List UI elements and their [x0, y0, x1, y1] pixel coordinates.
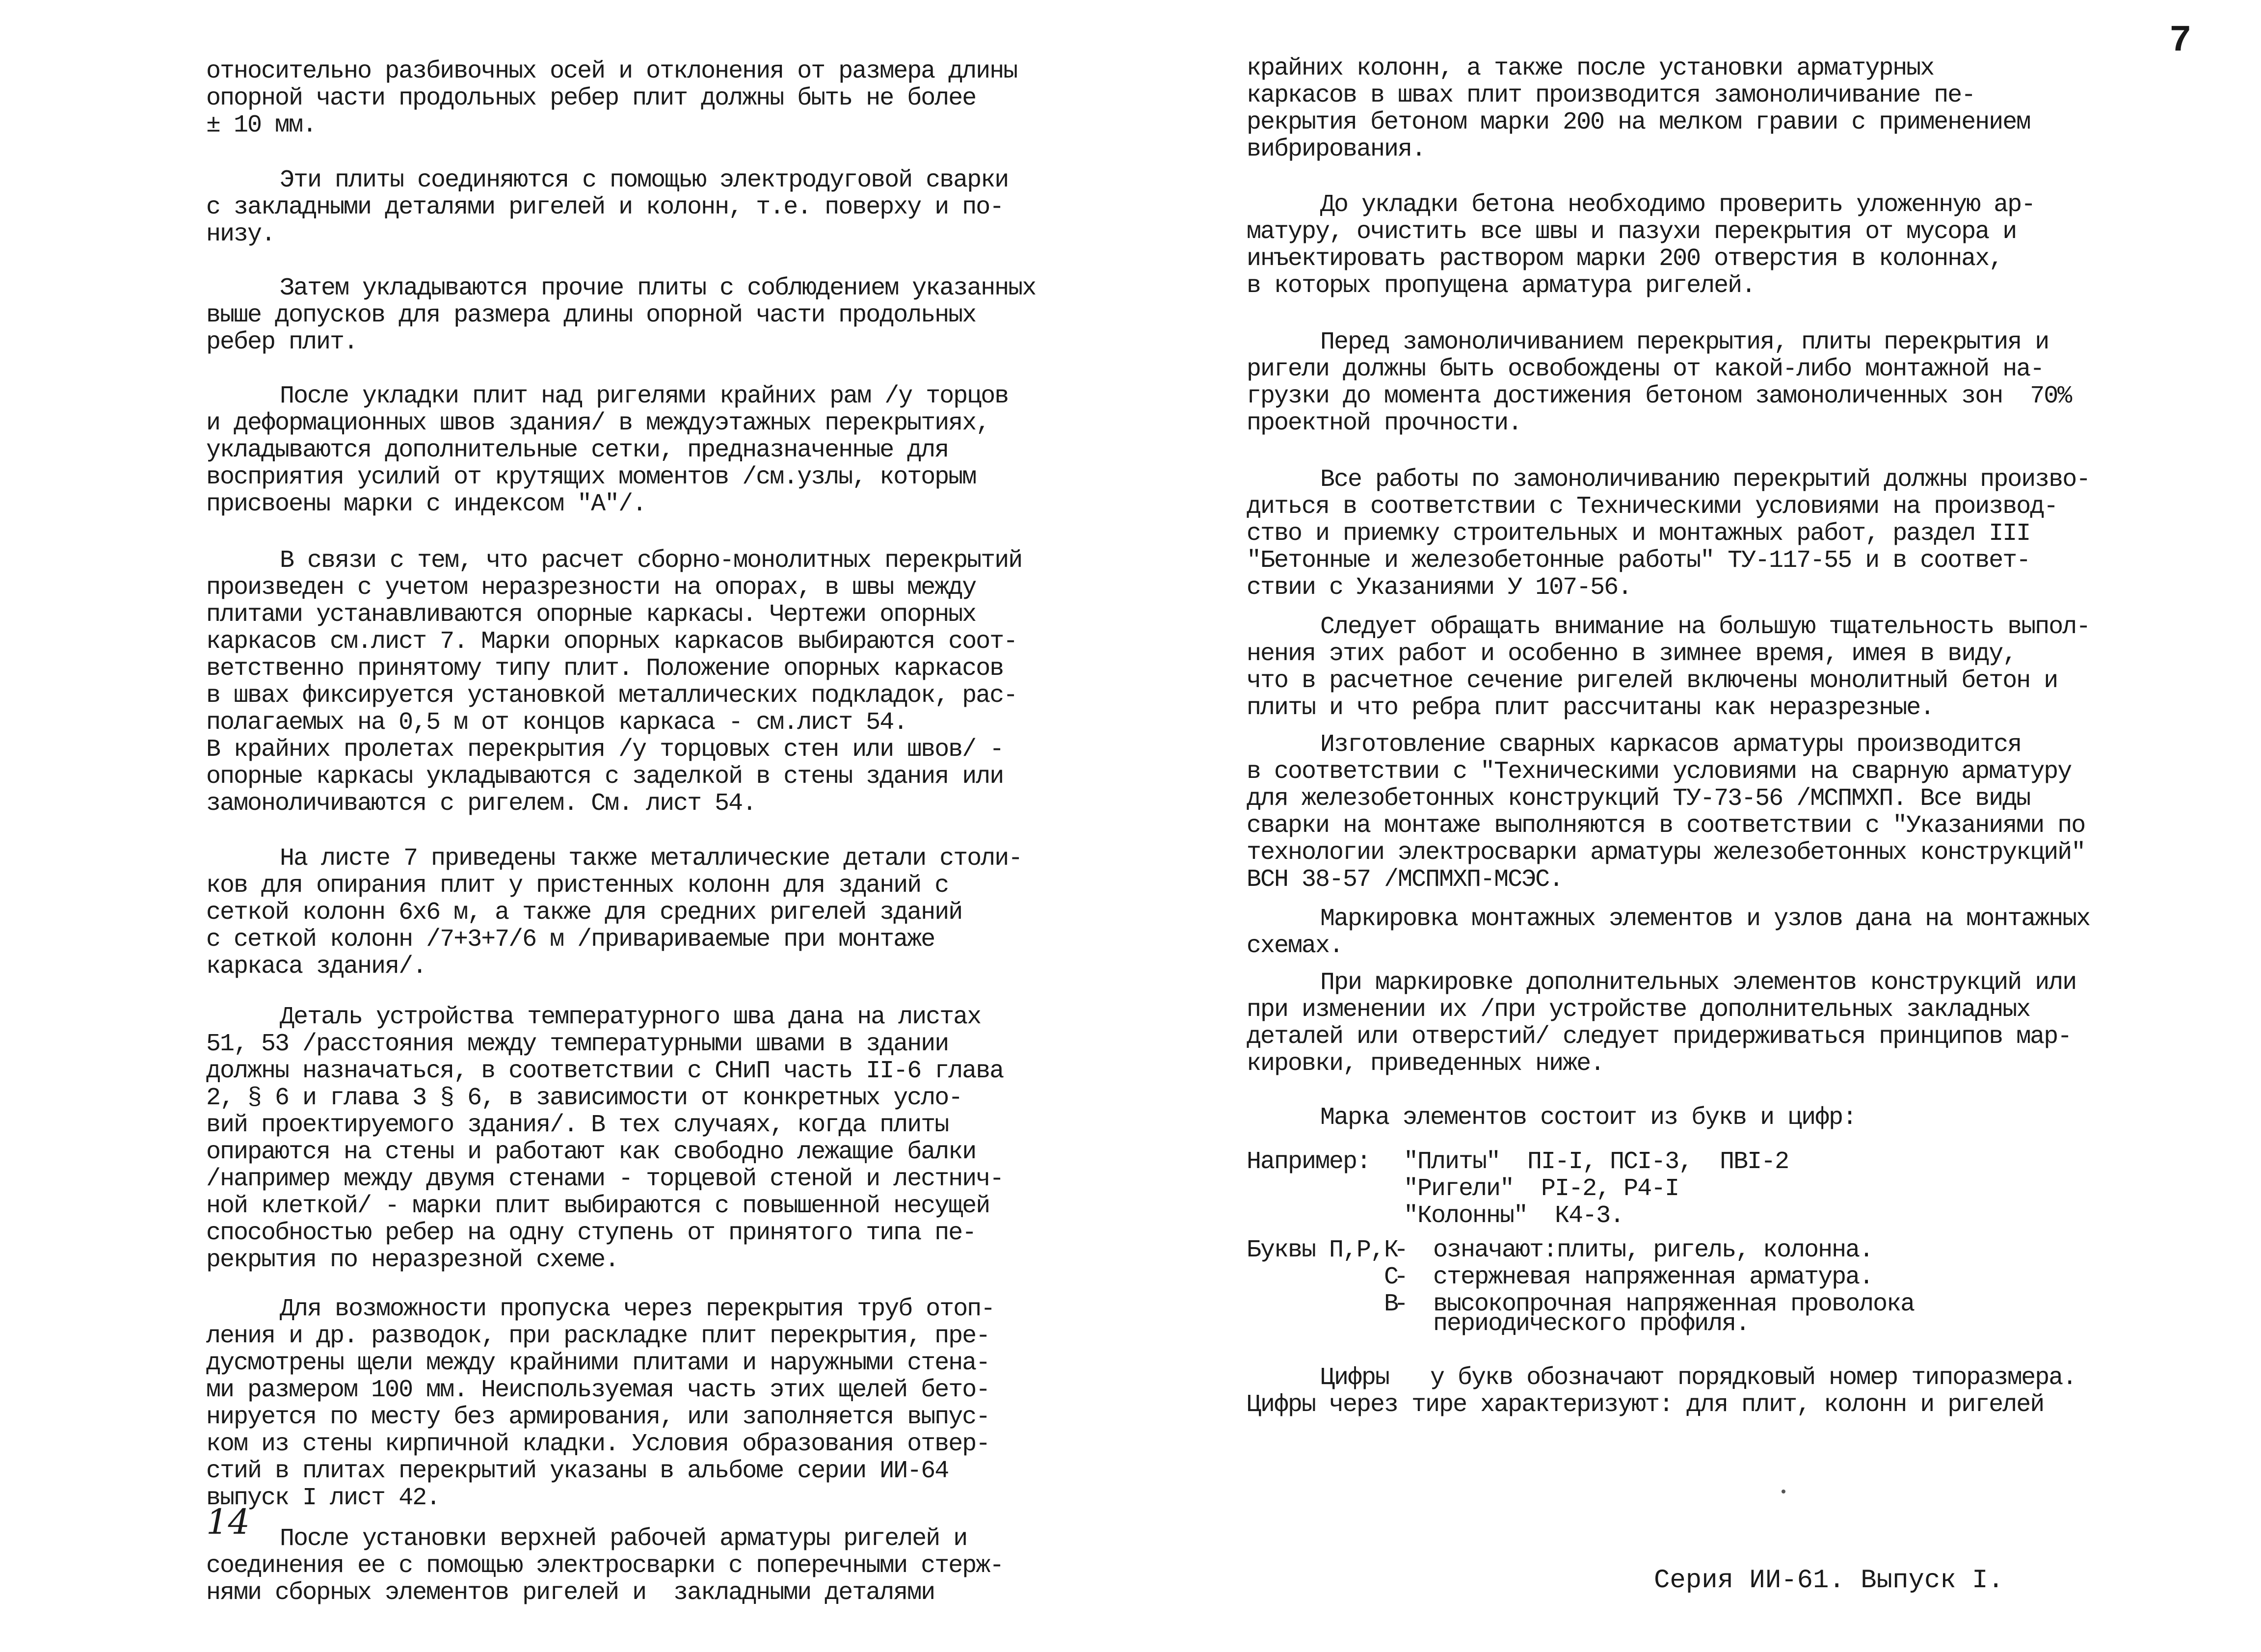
text-line: вибрирования.: [1247, 135, 1426, 163]
text-line: На листе 7 приведены также металлические детали столи-: [280, 845, 1022, 873]
text-line: Все работы по замоноличиванию перекрытий должны произво-: [1320, 466, 2090, 494]
text-line: в швах фиксируется установкой металлических подкладок, рас-: [206, 682, 1017, 710]
text-line: крайних колонн, а также после установки арматурных: [1247, 54, 1934, 82]
right-paragraph-2: [1247, 191, 2035, 300]
text-line: замоноличиваются с ригелем. См. лист 54.: [206, 790, 756, 818]
right-paragraph-5: [1247, 613, 2090, 722]
right-paragraph-1: [1247, 55, 2030, 163]
text-line: произведен с учетом неразрезности на опорах, в швы между: [206, 574, 976, 602]
text-line: Для возможности пропуска через перекрытия труб отоп-: [280, 1295, 995, 1323]
right-paragraph-9: [1320, 1104, 1856, 1131]
text-line: восприятия усилий от крутящих моментов /см.узлы, которым: [206, 463, 976, 491]
legend-key: В: [1384, 1290, 1398, 1318]
text-line: выпуск I лист 42.: [206, 1484, 440, 1512]
text-line: при изменении их /при устройстве дополнительных закладных: [1247, 996, 2030, 1024]
text-line: должны назначаться, в соответствии с СНиП часть II-6 глава: [206, 1057, 1004, 1085]
text-line: что в расчетное сечение ригелей включены монолитный бетон и: [1247, 667, 2058, 695]
example-line: "Плиты" ПI-I, ПСI-3, ПВI-2: [1404, 1148, 1789, 1176]
text-line: низу.: [206, 220, 275, 248]
text-line: При маркировке дополнительных элементов конструкций или: [1320, 969, 2076, 997]
left-paragraph-5: [206, 547, 1022, 818]
text-line: грузки до момента достижения бетоном замоноличенных зон 70%: [1247, 382, 2072, 410]
text-line: В крайних пролетах перекрытия /у торцовых стен или швов/ -: [206, 736, 1004, 764]
text-line: сварки на монтаже выполняются в соответствии с "Указаниями по: [1247, 812, 2085, 840]
text-line: соединения ее с помощью электросварки с поперечными стерж-: [206, 1552, 1004, 1580]
left-paragraph-4: [206, 382, 1009, 518]
text-line: проектной прочности.: [1247, 409, 1522, 437]
left-paragraph-9: [206, 1525, 1004, 1607]
text-line: и деформационных швов здания/ в междуэтажных перекрытиях,: [206, 409, 990, 437]
text-line: До укладки бетона необходимо проверить уложенную ар-: [1320, 191, 2035, 219]
text-line: Маркировка монтажных элементов и узлов дана на монтажных: [1320, 905, 2090, 933]
text-line: способностью ребер на одну ступень от принятого типа пе-: [206, 1219, 976, 1247]
text-line: После установки верхней рабочей арматуры ригелей и: [280, 1525, 967, 1553]
text-line: рекрытия по неразрезной схеме.: [206, 1246, 619, 1274]
text-line: технологии электросварки арматуры железобетонных конструкций": [1247, 839, 2085, 867]
text-line: Деталь устройства температурного шва дана на листах: [280, 1003, 981, 1031]
left-paragraph-6: [206, 845, 1022, 981]
legend-desc: периодического профиля.: [1433, 1310, 1750, 1338]
text-line: Цифры через тире характеризуют: для плит, колонн и ригелей: [1247, 1391, 2044, 1419]
text-line: каркасов см.лист 7. Марки опорных каркасов выбираются соот-: [206, 628, 1017, 656]
text-line: стий в плитах перекрытий указаны в альбоме серии ИИ-64: [206, 1457, 949, 1485]
text-line: сеткой колонн 6х6 м, а также для средних ригелей зданий: [206, 899, 962, 927]
text-line: ± 10 мм.: [206, 111, 317, 139]
text-line: ной клеткой/ - марки плит выбираются с повышенной несущей: [206, 1192, 990, 1220]
text-line: выше допусков для размера длины опорной части продольных: [206, 301, 976, 329]
text-line: с закладными деталями ригелей и колонн, т.е. поверху и по-: [206, 193, 1004, 221]
left-paragraph-2: [206, 166, 1009, 248]
text-line: 51, 53 /расстояния между температурными швами в здании: [206, 1030, 949, 1058]
example-line: "Ригели" PI-2, P4-I: [1404, 1175, 1679, 1203]
page-number: 7: [2169, 20, 2192, 62]
text-line: плиты и что ребра плит рассчитаны как неразрезные.: [1247, 694, 1934, 722]
right-paragraph-7: [1247, 905, 2090, 960]
text-line: с сеткой колонн /7+3+7/6 м /привариваемые при монтаже: [206, 926, 935, 954]
text-line: для железобетонных конструкций ТУ-73-56 /МСПМХП. Все виды: [1247, 785, 2030, 813]
text-line: 2, § 6 и глава 3 § 6, в зависимости от конкретных усло-: [206, 1084, 962, 1112]
legend-desc: высокопрочная напряженная проволока: [1433, 1290, 1915, 1318]
text-line: нения этих работ и особенно в зимнее время, имея в виду,: [1247, 640, 2017, 668]
text-line: вий проектируемого здания/. В тех случаях, когда плиты: [206, 1111, 949, 1139]
right-paragraph-4: [1247, 466, 2090, 602]
legend-desc: стержневая напряженная арматура.: [1433, 1263, 1873, 1291]
text-line: инъектировать раствором марки 200 отверстия в колоннах,: [1247, 245, 2003, 273]
text-line: Следует обращать внимание на большую тщательность выпол-: [1320, 613, 2090, 641]
left-paragraph-7: [206, 1003, 1004, 1274]
left-paragraph-1: [206, 58, 1017, 139]
text-line: ком из стены кирпичной кладки. Условия образования отвер-: [206, 1430, 990, 1458]
example-line: "Колонны" К4-3.: [1404, 1202, 1624, 1230]
stray-mark: [1782, 1490, 1785, 1493]
text-line: укладываются дополнительные сетки, предназначенные для: [206, 436, 949, 464]
text-line: матуру, очистить все швы и пазухи перекрытия от мусора и: [1247, 218, 2017, 246]
text-line: ребер плит.: [206, 328, 358, 356]
text-line: ков для опирания плит у пристенных колонн для зданий с: [206, 872, 949, 900]
right-paragraph-3: [1247, 328, 2072, 437]
right-paragraph-8: [1247, 969, 2076, 1078]
text-line: кировки, приведенных ниже.: [1247, 1050, 1604, 1078]
text-line: /например между двумя стенами - торцевой стеной и лестнич-: [206, 1165, 1004, 1193]
text-line: В связи с тем, что расчет сборно-монолитных перекрытий: [280, 547, 1022, 575]
text-line: схемах.: [1247, 932, 1343, 960]
text-line: ветственно принятому типу плит. Положение опорных каркасов: [206, 655, 1004, 683]
example-label: Например:: [1247, 1148, 1371, 1176]
right-paragraph-10: [1247, 1364, 2076, 1419]
legend-key: Буквы П,Р,К: [1247, 1236, 1398, 1264]
text-line: Цифры у букв обозначают порядковый номер типоразмера.: [1320, 1364, 2076, 1392]
handwritten-page-number: 14: [206, 1502, 250, 1542]
text-line: опорной части продольных ребер плит должны быть не более: [206, 84, 976, 112]
text-line: ВСН 38-57 /МСПМХП-МСЭС.: [1247, 866, 1563, 894]
text-line: ствии с Указаниями У 107-56.: [1247, 574, 1632, 602]
text-line: Эти плиты соединяются с помощью электродуговой сварки: [280, 166, 1009, 194]
text-line: деталей или отверстий/ следует придерживаться принципов мар-: [1247, 1023, 2072, 1051]
legend-key: С: [1384, 1263, 1398, 1291]
legend-dash: -: [1394, 1263, 1408, 1291]
text-line: опираются на стены и работают как свободно лежащие балки: [206, 1138, 976, 1166]
legend-dash: -: [1394, 1290, 1408, 1318]
text-line: каркаса здания/.: [206, 953, 426, 981]
text-line: рекрытия бетоном марки 200 на мелком гравии с применением: [1247, 108, 2030, 136]
text-line: ригели должны быть освобождены от какой-либо монтажной на-: [1247, 355, 2044, 383]
legend-desc: означают:плиты, ригель, колонна.: [1433, 1236, 1873, 1264]
left-paragraph-3: [206, 274, 1036, 356]
legend-dash: -: [1394, 1236, 1408, 1264]
text-line: каркасов в швах плит производится замоноличивание пе-: [1247, 81, 1975, 109]
text-line: Марка элементов состоит из букв и цифр:: [1320, 1104, 1857, 1132]
text-line: относительно разбивочных осей и отклонения от размера длины: [206, 57, 1017, 85]
text-line: дусмотрены щели между крайними плитами и наружными стена-: [206, 1349, 990, 1377]
text-line: Изготовление сварных каркасов арматуры производится: [1320, 731, 2022, 759]
text-line: диться в соответствии с Техническими условиями на производ-: [1247, 493, 2058, 521]
text-line: полагаемых на 0,5 м от концов каркаса - см.лист 54.: [206, 709, 907, 737]
text-line: ми размером 100 мм. Неиспользуемая часть этих щелей бето-: [206, 1376, 990, 1404]
text-line: присвоены марки с индексом "А"/.: [206, 490, 646, 518]
text-line: плитами устанавливаются опорные каркасы. Чертежи опорных: [206, 601, 976, 629]
right-paragraph-6: [1247, 731, 2085, 894]
text-line: "Бетонные и железобетонные работы" ТУ-117-55 и в соответ-: [1247, 547, 2030, 575]
text-line: ство и приемку строительных и монтажных работ, раздел III: [1247, 520, 2030, 548]
text-line: После укладки плит над ригелями крайних рам /у торцов: [280, 382, 1009, 410]
text-line: нями сборных элементов ригелей и закладными деталями: [206, 1579, 935, 1607]
text-line: Затем укладываются прочие плиты с соблюдением указанных: [280, 274, 1036, 302]
text-line: опорные каркасы укладываются с заделкой в стены здания или: [206, 763, 1004, 791]
text-line: нируется по месту без армирования, или заполняется выпус-: [206, 1403, 990, 1431]
text-line: в соответствии с "Техническими условиями на сварную арматуру: [1247, 758, 2072, 786]
left-paragraph-8: [206, 1295, 995, 1512]
text-line: в которых пропущена арматура ригелей.: [1247, 272, 1756, 300]
series-footer: Серия ИИ-61. Выпуск I.: [1654, 1566, 2004, 1596]
text-line: ления и др. разводок, при раскладке плит перекрытия, пре-: [206, 1322, 990, 1350]
text-line: Перед замоноличиванием перекрытия, плиты перекрытия и: [1320, 328, 2049, 356]
